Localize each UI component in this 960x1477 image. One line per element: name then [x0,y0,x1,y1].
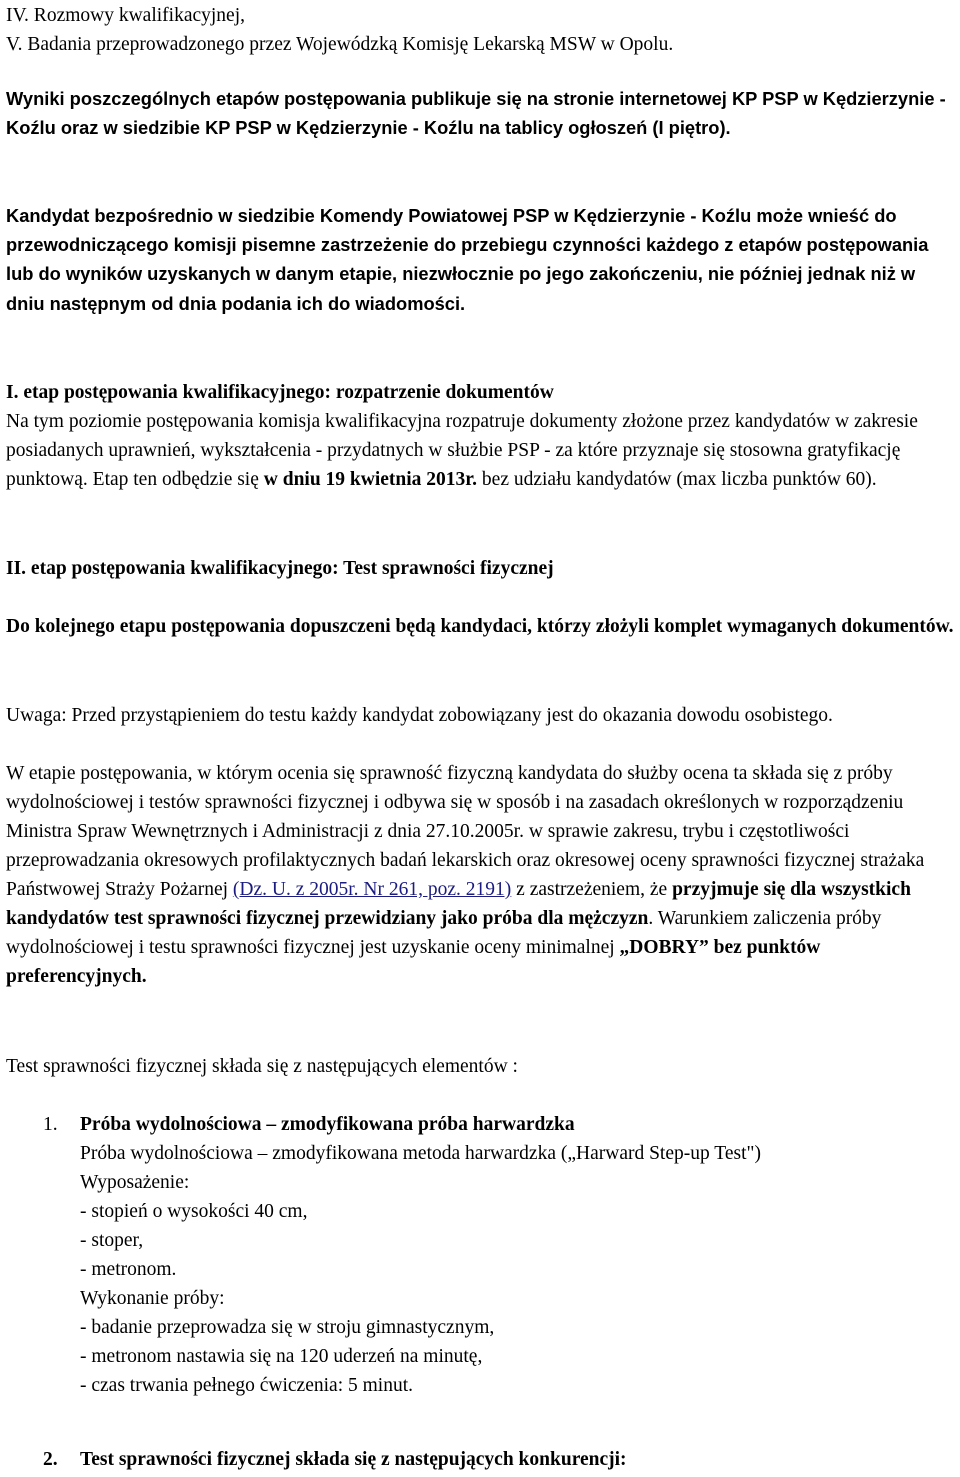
complaint-notice: Kandydat bezpośrednio w siedzibie Komendy Powiatowej PSP w Kędzierzynie - Koźlu może wnieść do przewodniczącego komisji pisemne zastrzeżenie do przebiegu czynności każdego z etapów postępowania lub do wyników uzyskanych w danym etapie, niezwłocznie po jego zakończeniu, nie później jednak niż w dniu następnym od dnia podania ich do wiadomości. [6,205,929,314]
stage2-heading: II. etap postępowania kwalifikacyjnego: Test sprawności fizycznej [6,558,554,579]
header-line-2: V. Badania przeprowadzonego przez Wojewódzką Komisję Lekarską MSW w Opolu. [6,34,674,55]
stage2-admission: Do kolejnego etapu postępowania dopuszczeni będą kandydaci, którzy złożyli komplet wymaganych dokumentów. [6,616,954,637]
list-line: Próba wydolnościowa – zmodyfikowana metoda harwardzka („Harward Step-up Test") [80,1143,761,1164]
stage2-para-a: W etapie postępowania, w którym ocenia się sprawność fizyczną kandydata do służby ocena ta składa się z próby wydolnościowej i testów sprawności fizycznej i odbywa się w sposób i na zasadach określonych w rozporządzeniu Ministra Spraw Wewnętrznych i Administracji z dnia 27.10.2005r. w sprawie zakresu, trybu i częstotliwości przeprowadzania okresowych profilaktycznych badań lekarskich oraz okresowej oceny sprawności fizycznej strażaka Państwowej Straży Pożarnej [6,763,925,900]
stage1-body-b: bez udziału kandydatów (max liczba punktów 60). [477,469,877,490]
list-line: - stoper, [80,1230,144,1251]
list-item-content [80,1110,940,1400]
stage1-date: w dniu 19 kwietnia 2013r. [263,469,478,490]
list-line: Wyposażenie: [80,1172,190,1193]
stage2-para-b: z zastrzeżeniem, że [511,879,673,900]
list-item-title: Test sprawności fizycznej składa się z następujących konkurencji: [80,1449,627,1470]
stage1-body-a: Na tym poziomie postępowania komisja kwalifikacyjna rozpatruje dokumenty złożone przez kandydatów w zakresie posiadanych uprawnień, wykształcenia - przydatnych w służbie PSP - za które przyznaje się stosowna gratyfikację punktową. Etap ten odbędzie się [6,411,918,490]
stage2-para-c: . Warunkiem zaliczenia próby wydolnościowej i testu sprawności fizycznej jest uzyskanie oceny minimalnej [6,908,882,958]
list-line: - metronom. [80,1259,177,1280]
list-item-number: 1. [43,1114,58,1135]
regulation-link[interactable]: (Dz. U. z 2005r. Nr 261, poz. 2191) [232,879,512,900]
stage2-para-bold: przyjmuje się dla wszystkich kandydatów test sprawności fizycznej przewidziany jako próba dla mężczyzn [6,879,911,929]
test-intro: Test sprawności fizycznej składa się z następujących elementów : [6,1056,518,1077]
list-line: - metronom nastawia się na 120 uderzeń na minutę, [80,1346,483,1367]
stage2-para-grade: „DOBRY” bez punktów preferencyjnych. [6,937,821,987]
header-block [6,1,673,59]
stage1-heading: I. etap postępowania kwalifikacyjnego: rozpatrzenie dokumentów [6,382,554,403]
list-item-content [80,1445,940,1474]
list-line: Wykonanie próby: [80,1288,225,1309]
stage2-id-note: Uwaga: Przed przystąpieniem do testu każdy kandydat zobowiązany jest do okazania dowodu osobistego. [6,705,833,726]
results-notice: Wyniki poszczególnych etapów postępowania publikuje się na stronie internetowej KP PSP w Kędzierzynie - Koźlu oraz w siedzibie KP PSP w Kędzierzynie - Koźlu na tablicy ogłoszeń (I piętro). [6,88,946,139]
header-line-1: IV. Rozmowy kwalifikacyjnej, [6,5,246,26]
stage1-body [6,407,956,494]
list-item-number: 2. [43,1449,58,1470]
list-line: - czas trwania pełnego ćwiczenia: 5 minut. [80,1375,413,1396]
list-line: - stopień o wysokości 40 cm, [80,1201,308,1222]
list-item-title: Próba wydolnościowa – zmodyfikowana próba harwardzka [80,1114,575,1135]
stage2-paragraph [6,759,956,991]
list-line: - badanie przeprowadza się w stroju gimnastycznym, [80,1317,495,1338]
